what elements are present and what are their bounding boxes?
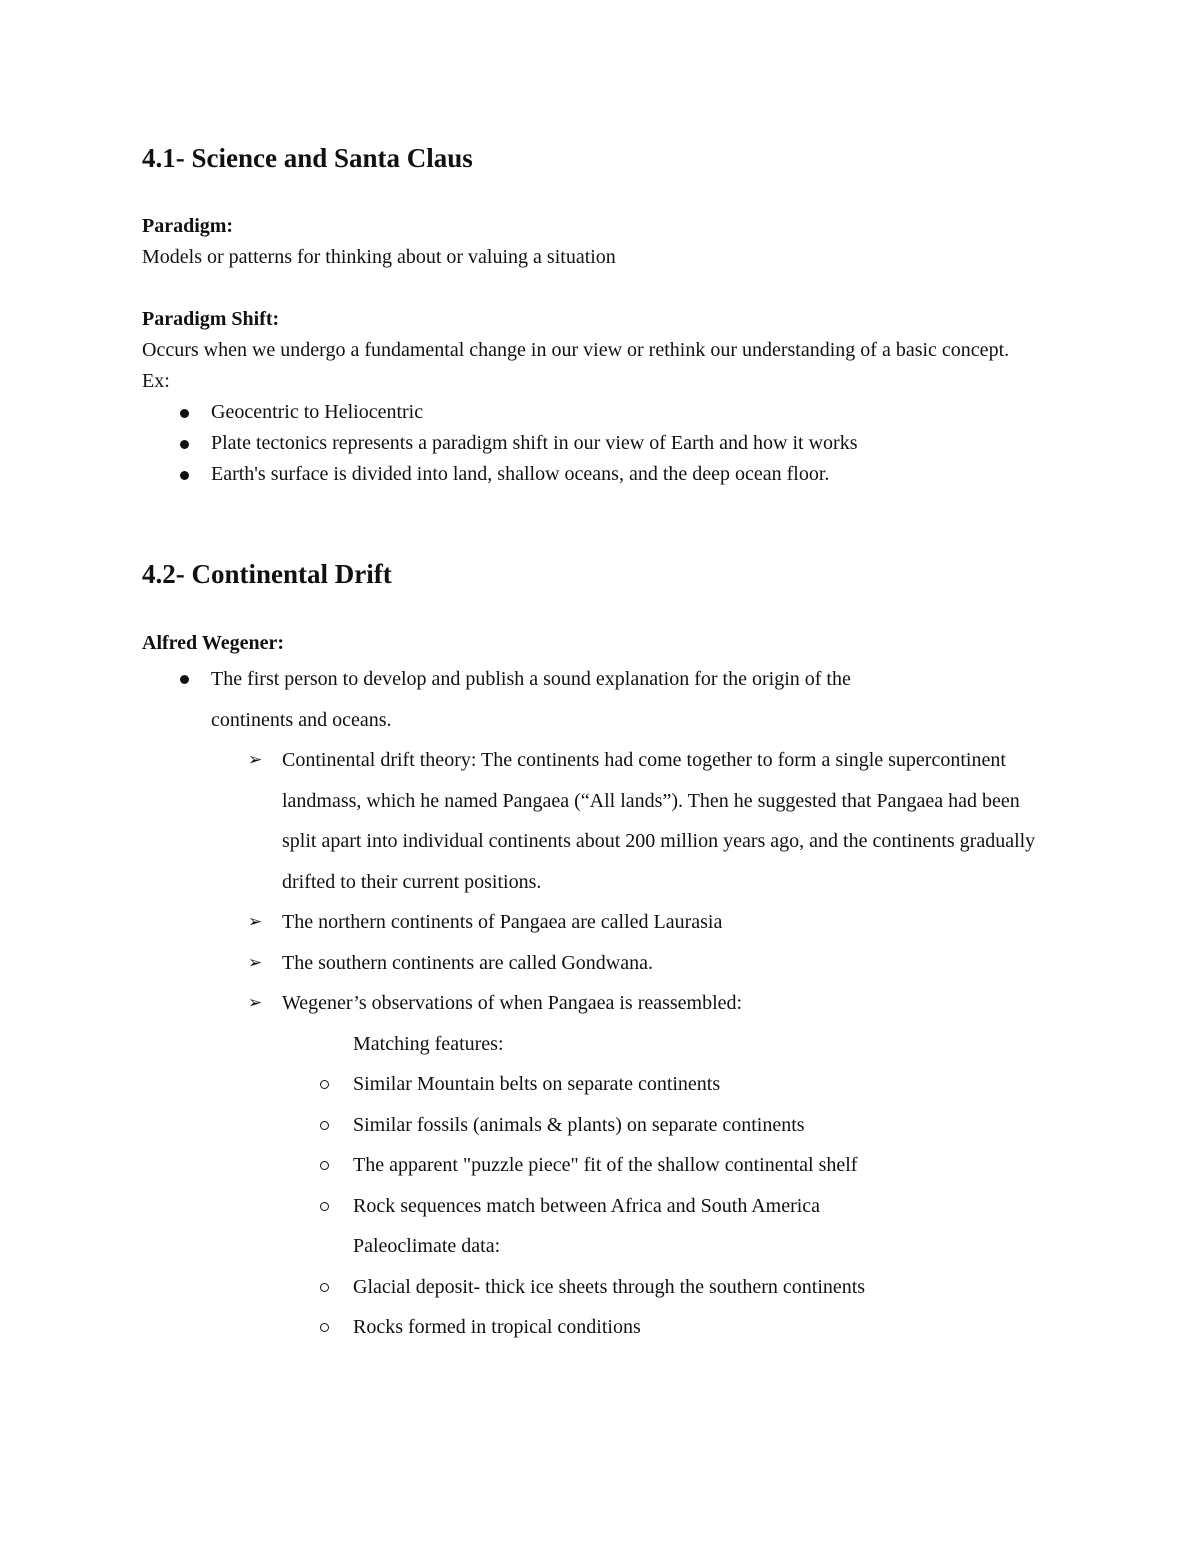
matching-features-label: Matching features: xyxy=(353,1032,504,1055)
list-item xyxy=(142,397,1052,428)
wegener-list xyxy=(142,659,1052,1348)
document-content xyxy=(142,138,1052,1348)
paleoclimate-list xyxy=(282,1267,1052,1348)
term-paradigm: Paradigm: xyxy=(142,215,234,237)
arrow-bullet-icon: ➢ xyxy=(248,952,263,973)
list-item-text: The apparent "puzzle piece" fit of the shallow continental shelf xyxy=(353,1154,858,1176)
examples-label: Ex: xyxy=(142,370,170,392)
bullet-icon xyxy=(180,471,189,480)
definition-paradigm-shift: Occurs when we undergo a fundamental change in our view or rethink our understanding of a basic concept. xyxy=(142,339,1010,361)
section-title-4-2: 4.2- Continental Drift xyxy=(142,559,392,589)
arrow-item xyxy=(142,983,1052,1348)
list-item-text: Rocks formed in tropical conditions xyxy=(353,1316,641,1338)
list-item xyxy=(142,459,1052,490)
list-item xyxy=(142,659,1052,1348)
arrow-item-text: Wegener’s observations of when Pangaea is reassembled: xyxy=(282,992,743,1014)
term-paradigm-shift: Paradigm Shift: xyxy=(142,308,280,330)
paleoclimate-label: Paleoclimate data: xyxy=(353,1235,501,1257)
list-item xyxy=(142,1267,1052,1308)
list-item-text: Earth's surface is divided into land, shallow oceans, and the deep ocean floor. xyxy=(211,463,830,485)
list-item xyxy=(142,1307,1052,1348)
examples-list xyxy=(142,397,1052,490)
list-item-text: Similar Mountain belts on separate continents xyxy=(353,1073,721,1095)
arrow-bullet-icon: ➢ xyxy=(248,993,263,1013)
list-item-text: Plate tectonics represents a paradigm shift in our view of Earth and how it works xyxy=(211,432,858,454)
bullet-icon xyxy=(180,675,189,684)
definition-paradigm: Models or patterns for thinking about or valuing a situation xyxy=(142,246,616,268)
bullet-icon xyxy=(180,440,189,449)
list-item-text: Geocentric to Heliocentric xyxy=(211,401,424,423)
list-item xyxy=(142,1064,1052,1105)
bullet-icon xyxy=(180,409,189,418)
list-item xyxy=(142,1186,1052,1227)
circle-bullet-icon xyxy=(320,1161,329,1170)
circle-bullet-icon xyxy=(320,1121,329,1130)
matching-features-list xyxy=(282,1064,1052,1226)
circle-bullet-icon xyxy=(320,1323,329,1332)
arrow-list xyxy=(211,740,1052,1348)
circle-bullet-icon xyxy=(320,1080,329,1089)
arrow-bullet-icon: ➢ xyxy=(248,750,263,770)
term-alfred-wegener: Alfred Wegener: xyxy=(142,632,285,654)
arrow-bullet-icon: ➢ xyxy=(248,912,263,932)
list-item-text: Rock sequences match between Africa and South America xyxy=(353,1194,821,1217)
arrow-item xyxy=(142,902,1052,943)
circle-bullet-icon xyxy=(320,1283,329,1292)
list-item xyxy=(142,428,1052,459)
section-title-4-1: 4.1- Science and Santa Claus xyxy=(142,143,473,173)
list-item-text: Similar fossils (animals & plants) on separate continents xyxy=(353,1113,805,1136)
list-item-text: The first person to develop and publish a sound explanation for the origin of the continents and oceans. xyxy=(211,668,851,731)
arrow-item xyxy=(142,943,1052,984)
arrow-item xyxy=(142,740,1052,902)
arrow-item-text: The northern continents of Pangaea are called Laurasia xyxy=(282,911,723,933)
arrow-item-text: Continental drift theory: The continents had come together to form a single supercontinent landmass, which he named Pangaea (“All lands”). Then he suggested that Pangaea had been split apart into individual continents about 200 million years ago, and the continents gradually drifted to their current positions. xyxy=(282,749,1036,893)
list-item xyxy=(142,1105,1052,1146)
list-item-text: Glacial deposit- thick ice sheets through the southern continents xyxy=(353,1275,866,1298)
circle-bullet-icon xyxy=(320,1202,329,1211)
arrow-item-text: The southern continents are called Gondwana. xyxy=(282,951,653,974)
list-item xyxy=(142,1145,1052,1186)
